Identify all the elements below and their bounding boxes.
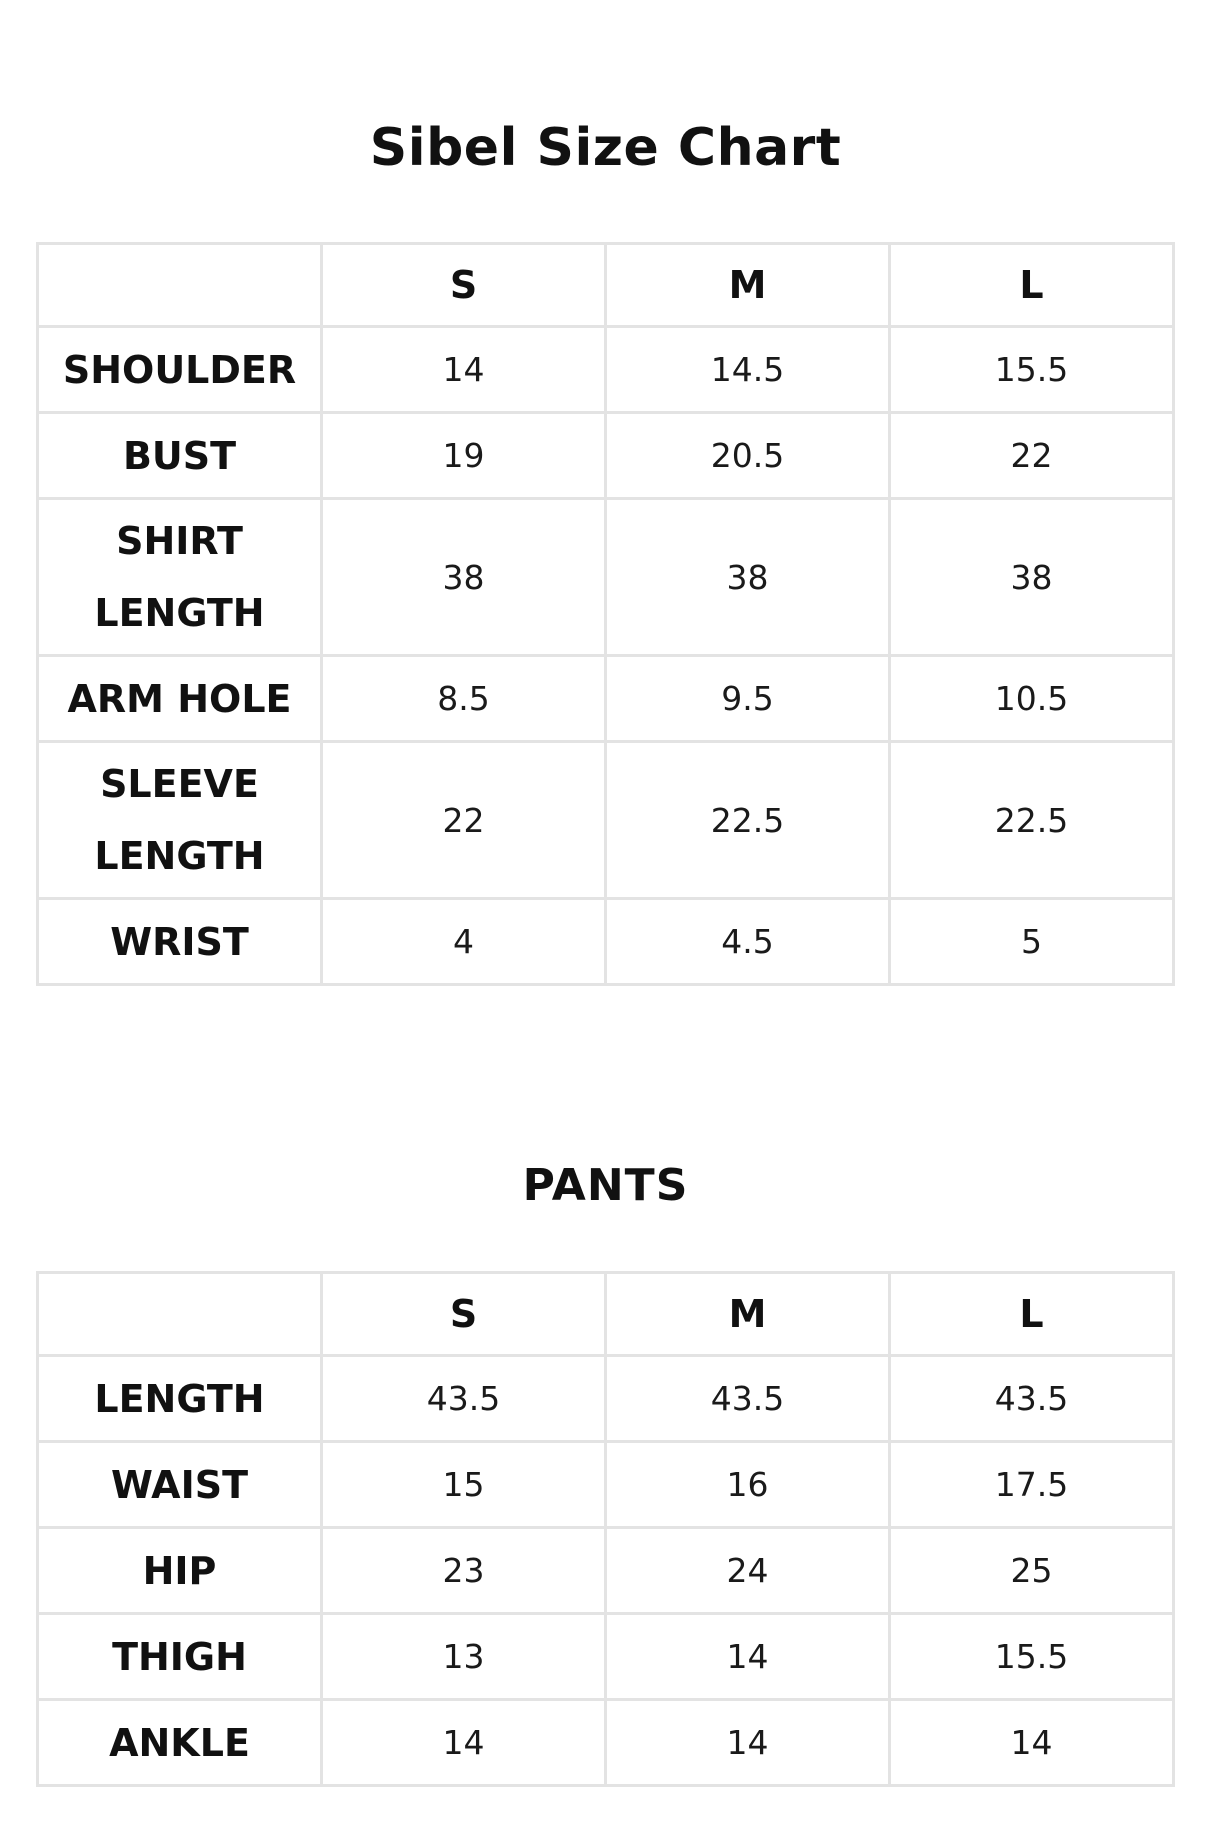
row-label-line: SHIRT [116, 519, 243, 563]
table-row-waist [38, 1442, 1174, 1528]
table-cell: 43.5 [322, 1356, 606, 1442]
size-header-l: L [890, 1273, 1174, 1356]
row-label-sleeve-length [38, 742, 322, 899]
table-cell: 16 [606, 1442, 890, 1528]
table-cell: 20.5 [606, 413, 890, 499]
row-label-length: LENGTH [38, 1356, 322, 1442]
table-row-arm-hole [38, 656, 1174, 742]
table-cell: 43.5 [890, 1356, 1174, 1442]
table-cell: 15 [322, 1442, 606, 1528]
table-cell: 14.5 [606, 327, 890, 413]
top-size-table [36, 242, 1175, 986]
table-cell: 5 [890, 899, 1174, 985]
header-corner-cell [38, 244, 322, 327]
table-row-wrist [38, 899, 1174, 985]
table-cell: 23 [322, 1528, 606, 1614]
table-cell: 22 [890, 413, 1174, 499]
table-row-shirt-length [38, 499, 1174, 656]
table-cell: 4.5 [606, 899, 890, 985]
table-cell: 22 [322, 742, 606, 899]
table-cell: 17.5 [890, 1442, 1174, 1528]
table-cell: 38 [606, 499, 890, 656]
table-cell: 38 [890, 499, 1174, 656]
row-label-line: SLEEVE [100, 762, 259, 806]
table-cell: 15.5 [890, 327, 1174, 413]
row-label-bust: BUST [38, 413, 322, 499]
table-cell: 19 [322, 413, 606, 499]
table-cell: 13 [322, 1614, 606, 1700]
row-label-thigh: THIGH [38, 1614, 322, 1700]
table-cell: 8.5 [322, 656, 606, 742]
row-label-line: LENGTH [94, 591, 265, 635]
table-cell: 38 [322, 499, 606, 656]
row-label-shirt-length [38, 499, 322, 656]
size-header-s: S [322, 1273, 606, 1356]
table-row-length [38, 1356, 1174, 1442]
pants-section-title: PANTS [522, 1160, 689, 1211]
table-cell: 14 [322, 327, 606, 413]
row-label-line: LENGTH [94, 834, 265, 878]
table-cell: 25 [890, 1528, 1174, 1614]
size-header-m: M [606, 1273, 890, 1356]
pants-size-table [36, 1271, 1175, 1787]
table-row-thigh [38, 1614, 1174, 1700]
row-label-shoulder: SHOULDER [38, 327, 322, 413]
header-corner-cell [38, 1273, 322, 1356]
table-cell: 22.5 [606, 742, 890, 899]
table-cell: 14 [606, 1614, 890, 1700]
table-cell: 9.5 [606, 656, 890, 742]
size-header-s: S [322, 244, 606, 327]
table-cell: 22.5 [890, 742, 1174, 899]
table-row-sleeve-length [38, 742, 1174, 899]
table-cell: 14 [890, 1700, 1174, 1786]
table-cell: 15.5 [890, 1614, 1174, 1700]
table-cell: 10.5 [890, 656, 1174, 742]
table-row-shoulder [38, 327, 1174, 413]
row-label-arm-hole: ARM HOLE [38, 656, 322, 742]
table-header-row [38, 244, 1174, 327]
size-header-m: M [606, 244, 890, 327]
row-label-ankle: ANKLE [38, 1700, 322, 1786]
row-label-hip: HIP [38, 1528, 322, 1614]
size-header-l: L [890, 244, 1174, 327]
table-cell: 14 [606, 1700, 890, 1786]
table-header-row [38, 1273, 1174, 1356]
row-label-waist: WAIST [38, 1442, 322, 1528]
page-title: Sibel Size Chart [369, 118, 842, 178]
table-row-bust [38, 413, 1174, 499]
table-cell: 4 [322, 899, 606, 985]
row-label-wrist: WRIST [38, 899, 322, 985]
table-cell: 24 [606, 1528, 890, 1614]
table-cell: 43.5 [606, 1356, 890, 1442]
table-cell: 14 [322, 1700, 606, 1786]
table-row-ankle [38, 1700, 1174, 1786]
table-row-hip [38, 1528, 1174, 1614]
